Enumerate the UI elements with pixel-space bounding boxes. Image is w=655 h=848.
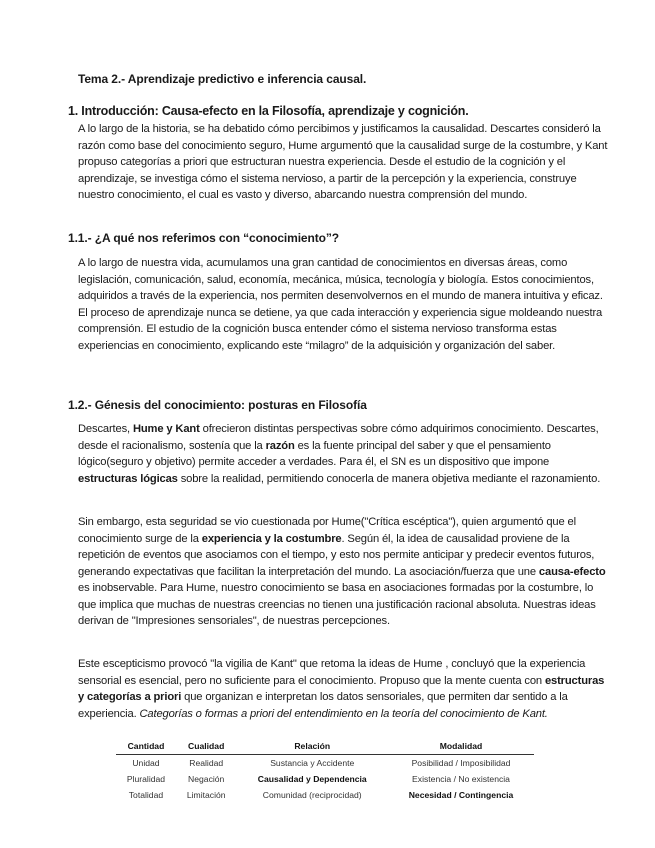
table-row [116,771,534,787]
bold-run: causa-efecto [538,565,606,578]
table-cell: Necesidad / Contingencia [408,790,514,800]
section-1-2-paragraph-2 [78,514,610,630]
table-cell: Existencia / No existencia [412,774,510,784]
section-1-1-heading: 1.1.- ¿A qué nos referimos con “conocimiento”? [68,231,339,245]
table-row [116,787,534,803]
table-cell: Unidad [132,758,160,768]
table-cell: Realidad [189,758,224,768]
column-header: Cantidad [116,739,176,755]
table-cell: Limitación [186,790,226,800]
bold-run: estructuras y categorías a priori [78,674,605,703]
table-header-row [116,739,534,755]
bold-run: estructuras lógicas [78,472,178,485]
table-row [116,755,534,772]
text-run: es inobservable. Para Hume, nuestro conocimiento se basa en asociaciones formadas por la costumbre, lo que implica que muchas de nuestras creencias no tienen una justificación racional absoluta. Nuestras ideas derivan de "Impresiones sensoriales", de nuestras percepciones. [78,582,596,627]
table-cell: Pluralidad [126,774,166,784]
kant-categories-table [116,739,534,803]
figure-caption: Categorías o formas a priori del entendimiento en la teoría del conocimiento de Kant. [139,707,548,720]
section-1-body: A lo largo de la historia, se ha debatido cómo percibimos y justificamos la causalidad. Descartes consideró la razón como base del conocimiento seguro, Hume argumentó que la causalidad surge de la costumbre, y Kant propuso categorías a priori que estructuran nuestra experiencia. Desde el estudio de la cognición y el aprendizaje, se investiga cómo el sistema nervioso, a partir de la percepción y la experiencia, construye nuestro conocimiento, el cual es vasto y diverso, abarcando nuestra comprensión del mundo. [78,123,608,201]
text-run: es la fuente principal del saber y que el pensamiento lógico(seguro y objetivo) permite acceder a verdades. Para él, el SN es un dispositivo que impone [78,439,551,468]
text-run: Sin embargo, esta seguridad se vio cuestionada por Hume("Crítica escéptica"), quien argumentó que el conocimiento surge de la [78,516,576,545]
section-1-heading: 1. Introducción: Causa-efecto en la Filosofía, aprendizaje y cognición. [68,104,469,118]
section-1-2-paragraph-1 [78,421,610,487]
text-run: Este escepticismo provocó "la vigilia de Kant" que retoma la ideas de Hume , concluyó que la experiencia sensorial es esencial, pero no suficiente para el conocimiento. Propuso que la mente cuenta con [78,658,586,687]
table-cell: Sustancia y Accidente [270,758,355,768]
text-run: ofrecieron distintas perspectivas sobre cómo adquirimos conocimiento. Descartes, desde el racionalismo, sostenía que la [78,423,599,452]
column-header: Cualidad [176,739,237,755]
table-cell: Posibilidad / Imposibilidad [411,758,511,768]
text-run: . Según él, la idea de causalidad proviene de la repetición de eventos que asociamos con el tiempo, y esto nos permite anticipar y predecir eventos futuros, generando expectativas que facilitan la interpretación del mundo. La asociación/fuerza que une [78,532,595,578]
table-cell: Totalidad [128,790,164,800]
text-run: sobre la realidad, permitiendo conocerla de manera objetiva mediante el razonamiento. [177,472,601,485]
section-1-2-heading: 1.2.- Génesis del conocimiento: posturas en Filosofía [68,398,367,412]
document-title: Tema 2.- Aprendizaje predictivo e inferencia causal. [78,72,367,86]
section-1-1-body: A lo largo de nuestra vida, acumulamos una gran cantidad de conocimientos en diversas áreas, como legislación, comunicación, salud, economía, mecánica, música, tecnología y biología. Estos conocimientos, adquiridos a través de la experiencia, nos permiten desenvolvernos en el mundo de manera intuitiva y eficaz. El proceso de aprendizaje nunca se detiene, ya que cada interacción y experiencia sigue moldeando nuestra comprensión. El estudio de la cognición busca entender cómo el sistema nervioso transforma estas experiencias en conocimiento, explicando este “milagro” de la adquisición y organización del saber. [78,257,603,352]
table-cell: Causalidad y Dependencia [257,774,367,784]
bold-run: Hume y Kant [132,423,200,435]
table-cell: Comunidad (reciprocidad) [262,790,362,800]
column-header: Modalidad [388,739,534,755]
table-cell: Negación [188,774,225,784]
bold-run: razón [265,439,295,452]
column-header: Relación [236,739,388,755]
bold-run: experiencia y la costumbre [201,532,342,545]
section-1-2-paragraph-3 [78,656,610,722]
text-run: que organizan e interpretan los datos sensoriales, que permiten dar sentido a la experiencia. [78,691,568,720]
text-run: Descartes, [78,423,133,435]
